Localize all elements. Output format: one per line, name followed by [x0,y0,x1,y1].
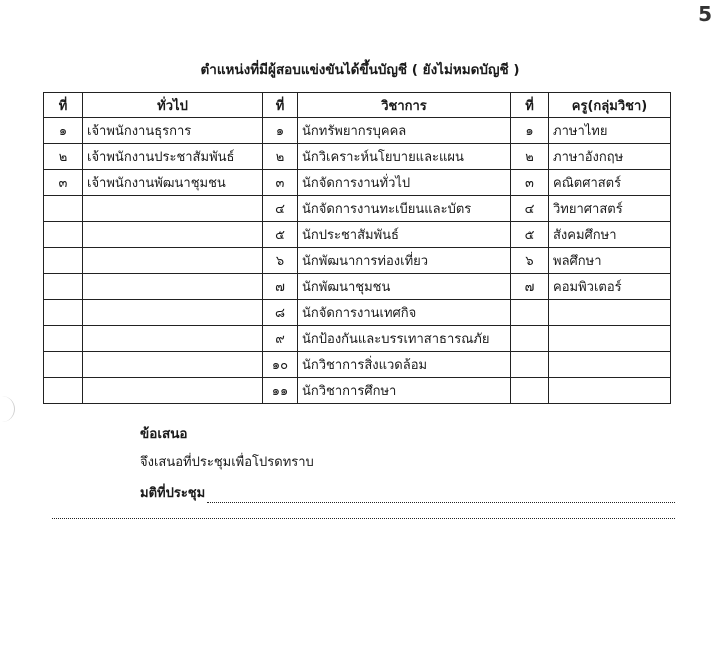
resolution-label: มติที่ประชุม [140,486,206,501]
cell-teacher: ภาษาอังกฤษ [549,144,671,170]
table-header-row [44,93,671,118]
cell-academic: นักพัฒนาชุมชน [298,274,511,300]
resolution-dotted-fill [207,490,675,503]
header-no-academic: ที่ [263,93,298,118]
cell-no-general [44,196,83,222]
page-number: 5 [698,2,712,26]
table-row [44,378,671,404]
cell-no-general [44,326,83,352]
cell-academic: นักวิเคราะห์นโยบายและแผน [298,144,511,170]
cell-no-academic: ๑๑ [263,378,298,404]
cell-no-academic: ๓ [263,170,298,196]
cell-teacher [549,378,671,404]
cell-no-teacher [511,326,549,352]
cell-general [83,300,263,326]
header-academic: วิชาการ [298,93,511,118]
positions-table [43,92,671,404]
cell-teacher: คอมพิวเตอร์ [549,274,671,300]
cell-teacher: ภาษาไทย [549,118,671,144]
table-row [44,274,671,300]
cell-general: เจ้าพนักงานพัฒนาชุมชน [83,170,263,196]
cell-general [83,222,263,248]
header-no-teacher: ที่ [511,93,549,118]
cell-no-general [44,378,83,404]
cell-general [83,378,263,404]
header-teacher: ครู(กลุ่มวิชา) [549,93,671,118]
table-row [44,352,671,378]
cell-no-teacher: ๓ [511,170,549,196]
table-row [44,248,671,274]
cell-teacher: วิทยาศาสตร์ [549,196,671,222]
cell-academic: นักจัดการงานทะเบียนและบัตร [298,196,511,222]
cell-academic: นักจัดการงานทั่วไป [298,170,511,196]
cell-no-teacher: ๔ [511,196,549,222]
cell-teacher [549,352,671,378]
cell-general [83,248,263,274]
cell-teacher [549,300,671,326]
proposal-text: จึงเสนอที่ประชุมเพื่อโปรดทราบ [140,455,314,470]
cell-no-academic: ๑๐ [263,352,298,378]
cell-academic: นักจัดการงานเทศกิจ [298,300,511,326]
table-row [44,118,671,144]
cell-no-teacher: ๒ [511,144,549,170]
cell-general [83,352,263,378]
cell-no-general [44,222,83,248]
cell-no-teacher: ๕ [511,222,549,248]
cell-no-academic: ๙ [263,326,298,352]
table-row [44,196,671,222]
table-row [44,222,671,248]
cell-academic: นักทรัพยากรบุคคล [298,118,511,144]
cell-no-general [44,248,83,274]
cell-teacher: พลศึกษา [549,248,671,274]
cell-academic: นักพัฒนาการท่องเที่ยว [298,248,511,274]
cell-no-teacher: ๖ [511,248,549,274]
cell-general [83,274,263,300]
cell-teacher: คณิตศาสตร์ [549,170,671,196]
cell-no-general [44,300,83,326]
cell-no-academic: ๘ [263,300,298,326]
proposal-heading: ข้อเสนอ [140,426,188,442]
table-body [44,118,671,404]
cell-no-teacher [511,300,549,326]
cell-no-academic: ๕ [263,222,298,248]
header-no-general: ที่ [44,93,83,118]
resolution-line [140,482,675,503]
cell-no-academic: ๑ [263,118,298,144]
cell-no-teacher [511,352,549,378]
cell-general [83,196,263,222]
table-row [44,144,671,170]
scan-mark [0,396,15,422]
cell-general [83,326,263,352]
cell-academic: นักประชาสัมพันธ์ [298,222,511,248]
cell-no-academic: ๒ [263,144,298,170]
table-row [44,326,671,352]
table-row [44,300,671,326]
table-row [44,170,671,196]
cell-academic: นักป้องกันและบรรเทาสาธารณภัย [298,326,511,352]
cell-academic: นักวิชาการศึกษา [298,378,511,404]
cell-teacher [549,326,671,352]
cell-no-teacher: ๑ [511,118,549,144]
cell-no-general: ๒ [44,144,83,170]
cell-no-general [44,352,83,378]
cell-no-teacher [511,378,549,404]
cell-no-general: ๑ [44,118,83,144]
cell-no-academic: ๔ [263,196,298,222]
cell-teacher: สังคมศึกษา [549,222,671,248]
document-title: ตำแหน่งที่มีผู้สอบแข่งขันได้ขึ้นบัญชี ( ยังไม่หมดบัญชี ) [200,62,520,78]
cell-no-academic: ๗ [263,274,298,300]
header-general: ทั่วไป [83,93,263,118]
cell-academic: นักวิชาการสิ่งแวดล้อม [298,352,511,378]
resolution-dotted-line [52,518,675,519]
cell-general: เจ้าพนักงานธุรการ [83,118,263,144]
cell-no-teacher: ๗ [511,274,549,300]
cell-no-general [44,274,83,300]
cell-general: เจ้าพนักงานประชาสัมพันธ์ [83,144,263,170]
cell-no-general: ๓ [44,170,83,196]
cell-no-academic: ๖ [263,248,298,274]
